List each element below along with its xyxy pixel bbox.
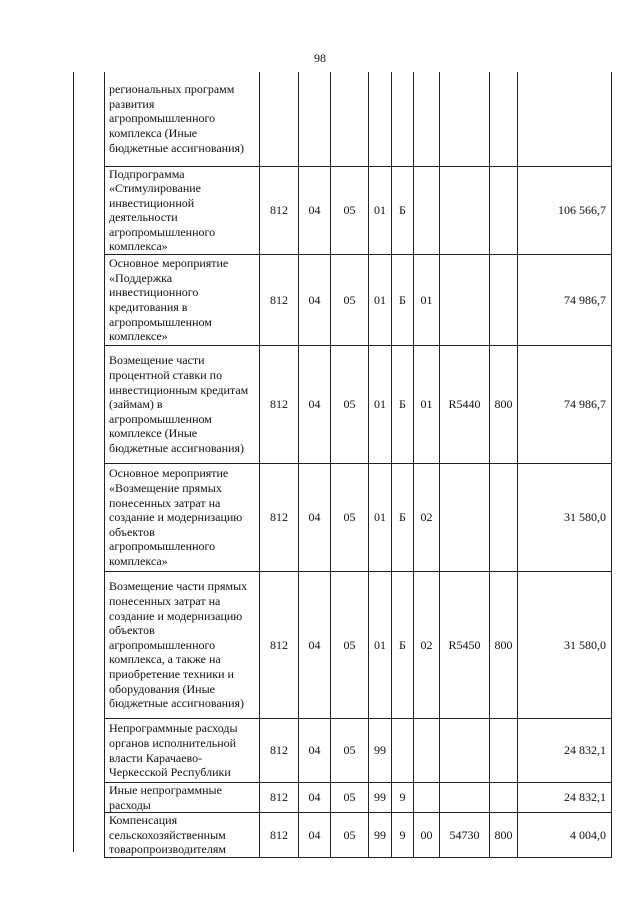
cell-section: 04 bbox=[299, 346, 331, 464]
cell-event: 00 bbox=[414, 813, 440, 858]
cell-amount: 106 566,7 bbox=[518, 166, 612, 255]
cell-name: Возмещение части процентной ставки по инвестиционным кредитам (займам) в агропромышленном комплексе (Иные бюджетные ассигнования) bbox=[105, 346, 260, 464]
cell-subprogram: Б bbox=[392, 464, 414, 572]
cell-subprogram: 9 bbox=[392, 783, 414, 813]
cell-name: Основное мероприятие «Возмещение прямых понесенных затрат на создание и модернизацию объектов агропромышленного комплекса» bbox=[105, 464, 260, 572]
cell-section: 04 bbox=[299, 166, 331, 255]
cell-expense-type bbox=[490, 72, 518, 166]
cell-name: региональных программ развития агропромышленного комплекса (Иные бюджетные ассигнования) bbox=[105, 72, 260, 166]
cell-amount: 74 986,7 bbox=[518, 346, 612, 464]
table-row bbox=[105, 72, 612, 166]
cell-ministry: 812 bbox=[260, 166, 299, 255]
cell-amount bbox=[518, 72, 612, 166]
cell-program: 01 bbox=[369, 464, 392, 572]
cell-direction: R5440 bbox=[440, 346, 490, 464]
cell-name: Непрограммные расходы органов исполнительной власти Карачаево-Черкесской Республики bbox=[105, 719, 260, 783]
cell-subsection: 05 bbox=[331, 166, 369, 255]
cell-section: 04 bbox=[299, 464, 331, 572]
cell-section: 04 bbox=[299, 783, 331, 813]
cell-section: 04 bbox=[299, 255, 331, 346]
cell-ministry: 812 bbox=[260, 783, 299, 813]
cell-direction bbox=[440, 464, 490, 572]
cell-subprogram: 9 bbox=[392, 813, 414, 858]
cell-event bbox=[414, 72, 440, 166]
cell-expense-type bbox=[490, 464, 518, 572]
cell-subprogram: Б bbox=[392, 572, 414, 719]
cell-expense-type bbox=[490, 166, 518, 255]
cell-name: Иные непрограммные расходы bbox=[105, 783, 260, 813]
budget-table bbox=[104, 72, 612, 858]
cell-expense-type bbox=[490, 783, 518, 813]
cell-subsection bbox=[331, 72, 369, 166]
cell-subsection: 05 bbox=[331, 783, 369, 813]
cell-subsection: 05 bbox=[331, 464, 369, 572]
cell-direction bbox=[440, 72, 490, 166]
cell-name: Возмещение части прямых понесенных затрат на создание и модернизацию объектов агропромышленного комплекса, а также на приобретение техники и оборудования (Иные бюджетные ассигнования) bbox=[105, 572, 260, 719]
table-row bbox=[105, 572, 612, 719]
cell-program: 99 bbox=[369, 719, 392, 783]
cell-subsection: 05 bbox=[331, 255, 369, 346]
cell-amount: 24 832,1 bbox=[518, 719, 612, 783]
cell-expense-type bbox=[490, 255, 518, 346]
page-number: 98 bbox=[314, 51, 326, 65]
cell-ministry: 812 bbox=[260, 346, 299, 464]
cell-program: 01 bbox=[369, 572, 392, 719]
cell-expense-type: 800 bbox=[490, 813, 518, 858]
cell-subprogram: Б bbox=[392, 346, 414, 464]
cell-program: 01 bbox=[369, 255, 392, 346]
table-row bbox=[105, 813, 612, 858]
cell-program: 01 bbox=[369, 346, 392, 464]
table-row bbox=[105, 166, 612, 255]
margin-line bbox=[73, 72, 74, 852]
cell-subprogram bbox=[392, 72, 414, 166]
table-row bbox=[105, 255, 612, 346]
cell-amount: 24 832,1 bbox=[518, 783, 612, 813]
cell-name: Компенсация сельскохозяйственным товаропроизводителям bbox=[105, 813, 260, 858]
cell-event: 01 bbox=[414, 255, 440, 346]
cell-ministry: 812 bbox=[260, 255, 299, 346]
cell-expense-type: 800 bbox=[490, 346, 518, 464]
cell-subsection: 05 bbox=[331, 719, 369, 783]
cell-subsection: 05 bbox=[331, 346, 369, 464]
cell-direction bbox=[440, 783, 490, 813]
table-row bbox=[105, 783, 612, 813]
cell-ministry bbox=[260, 72, 299, 166]
cell-event bbox=[414, 166, 440, 255]
cell-expense-type: 800 bbox=[490, 572, 518, 719]
table-row bbox=[105, 346, 612, 464]
cell-event: 02 bbox=[414, 464, 440, 572]
cell-subsection: 05 bbox=[331, 813, 369, 858]
cell-direction bbox=[440, 719, 490, 783]
cell-section: 04 bbox=[299, 719, 331, 783]
table-row bbox=[105, 464, 612, 572]
cell-direction: R5450 bbox=[440, 572, 490, 719]
cell-program bbox=[369, 72, 392, 166]
cell-section bbox=[299, 72, 331, 166]
cell-direction: 54730 bbox=[440, 813, 490, 858]
cell-expense-type bbox=[490, 719, 518, 783]
cell-direction bbox=[440, 255, 490, 346]
cell-direction bbox=[440, 166, 490, 255]
cell-ministry: 812 bbox=[260, 719, 299, 783]
cell-ministry: 812 bbox=[260, 572, 299, 719]
cell-subprogram: Б bbox=[392, 255, 414, 346]
cell-subprogram: Б bbox=[392, 166, 414, 255]
cell-ministry: 812 bbox=[260, 813, 299, 858]
cell-subprogram bbox=[392, 719, 414, 783]
cell-name: Подпрограмма «Стимулирование инвестиционной деятельности агропромышленного комплекса» bbox=[105, 166, 260, 255]
table-row bbox=[105, 719, 612, 783]
cell-amount: 31 580,0 bbox=[518, 572, 612, 719]
cell-program: 99 bbox=[369, 813, 392, 858]
cell-program: 01 bbox=[369, 166, 392, 255]
cell-amount: 74 986,7 bbox=[518, 255, 612, 346]
cell-event bbox=[414, 783, 440, 813]
cell-section: 04 bbox=[299, 813, 331, 858]
cell-section: 04 bbox=[299, 572, 331, 719]
cell-amount: 31 580,0 bbox=[518, 464, 612, 572]
cell-amount: 4 004,0 bbox=[518, 813, 612, 858]
cell-program: 99 bbox=[369, 783, 392, 813]
cell-subsection: 05 bbox=[331, 572, 369, 719]
cell-event: 02 bbox=[414, 572, 440, 719]
cell-event: 01 bbox=[414, 346, 440, 464]
cell-ministry: 812 bbox=[260, 464, 299, 572]
cell-event bbox=[414, 719, 440, 783]
cell-name: Основное мероприятие «Поддержка инвестиционного кредитования в агропромышленном комплексе» bbox=[105, 255, 260, 346]
